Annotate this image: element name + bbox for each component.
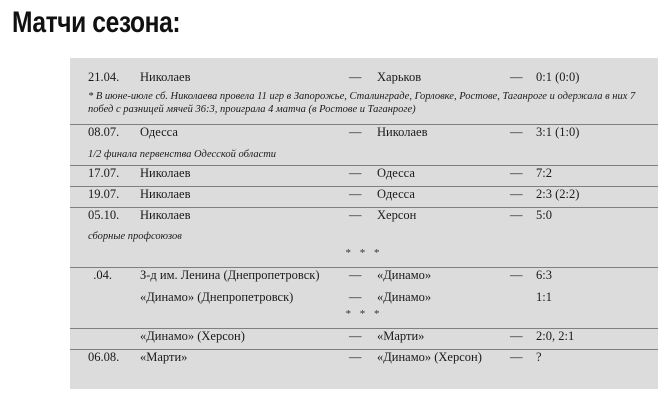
away-team: Херсон — [377, 208, 417, 222]
dash: — — [510, 329, 523, 343]
match-date: 19.07. — [88, 187, 120, 201]
section-separator: * * * — [345, 247, 383, 259]
away-team: «Динамо» — [377, 268, 432, 282]
match-date: 06.08. — [88, 350, 120, 364]
match-row — [70, 349, 658, 364]
home-team: «Динамо» (Херсон) — [140, 329, 245, 343]
home-team: Николаев — [140, 208, 191, 222]
match-date: .04. — [93, 268, 112, 282]
dash: — — [349, 350, 362, 364]
match-score: 6:3 — [536, 268, 552, 282]
away-team: Харьков — [377, 70, 422, 84]
dash: — — [510, 208, 523, 222]
cup-note: 1/2 финала первенства Одесской области — [88, 149, 277, 160]
away-team: Одесса — [377, 166, 415, 180]
home-team: Николаев — [140, 187, 191, 201]
match-row — [70, 165, 658, 180]
match-row — [70, 186, 658, 201]
home-team: Николаев — [140, 166, 191, 180]
tour-note: * В июне-июле сб. Николаева провела 11 игр в Запорожье, Сталинграде, Горловке, Ростове, Таганроге и одержала в них 7 побед с разницей мячей 36:3, проиграла 4 матча (в Ростове и Таганроге) — [88, 91, 636, 115]
match-row — [70, 328, 658, 343]
dash: — — [510, 350, 523, 364]
home-team: Николаев — [140, 70, 191, 84]
match-score: 3:1 (1:0) — [536, 125, 580, 139]
away-team: Одесса — [377, 187, 415, 201]
trade-unions-note: сборные профсоюзов — [88, 231, 182, 242]
dash: — — [349, 187, 362, 201]
home-team: «Марти» — [140, 350, 188, 364]
dash: — — [349, 70, 362, 84]
dash: — — [510, 70, 523, 84]
home-team: З-д им. Ленина (Днепропетровск) — [140, 268, 320, 282]
match-row — [70, 207, 658, 222]
match-score: 2:3 (2:2) — [536, 187, 580, 201]
away-team: «Динамо» — [377, 290, 432, 304]
dash: — — [349, 290, 362, 304]
page-title: Матчи сезона: — [12, 6, 181, 39]
dash: — — [349, 125, 362, 139]
dash: — — [349, 268, 362, 282]
match-score: 7:2 — [536, 166, 552, 180]
dash: — — [349, 208, 362, 222]
match-row — [70, 124, 658, 139]
match-score: 2:0, 2:1 — [536, 329, 575, 343]
away-team: Николаев — [377, 125, 428, 139]
dash: — — [510, 125, 523, 139]
dash: — — [510, 166, 523, 180]
dash: — — [510, 187, 523, 201]
matches-table — [70, 58, 658, 389]
dash: — — [349, 329, 362, 343]
away-team: «Динамо» (Херсон) — [377, 350, 482, 364]
match-score: 0:1 (0:0) — [536, 70, 580, 84]
dash: — — [510, 268, 523, 282]
match-date: 08.07. — [88, 125, 120, 139]
away-team: «Марти» — [377, 329, 425, 343]
home-team: «Динамо» (Днепропетровск) — [140, 290, 294, 304]
match-date: 05.10. — [88, 208, 120, 222]
match-score: 1:1 — [536, 290, 552, 304]
section-separator: * * * — [345, 308, 383, 320]
match-score: 5:0 — [536, 208, 552, 222]
match-row — [70, 267, 658, 282]
dash: — — [349, 166, 362, 180]
match-date: 17.07. — [88, 166, 120, 180]
match-date: 21.04. — [88, 70, 120, 84]
home-team: Одесса — [140, 125, 178, 139]
match-score: ? — [536, 350, 542, 364]
